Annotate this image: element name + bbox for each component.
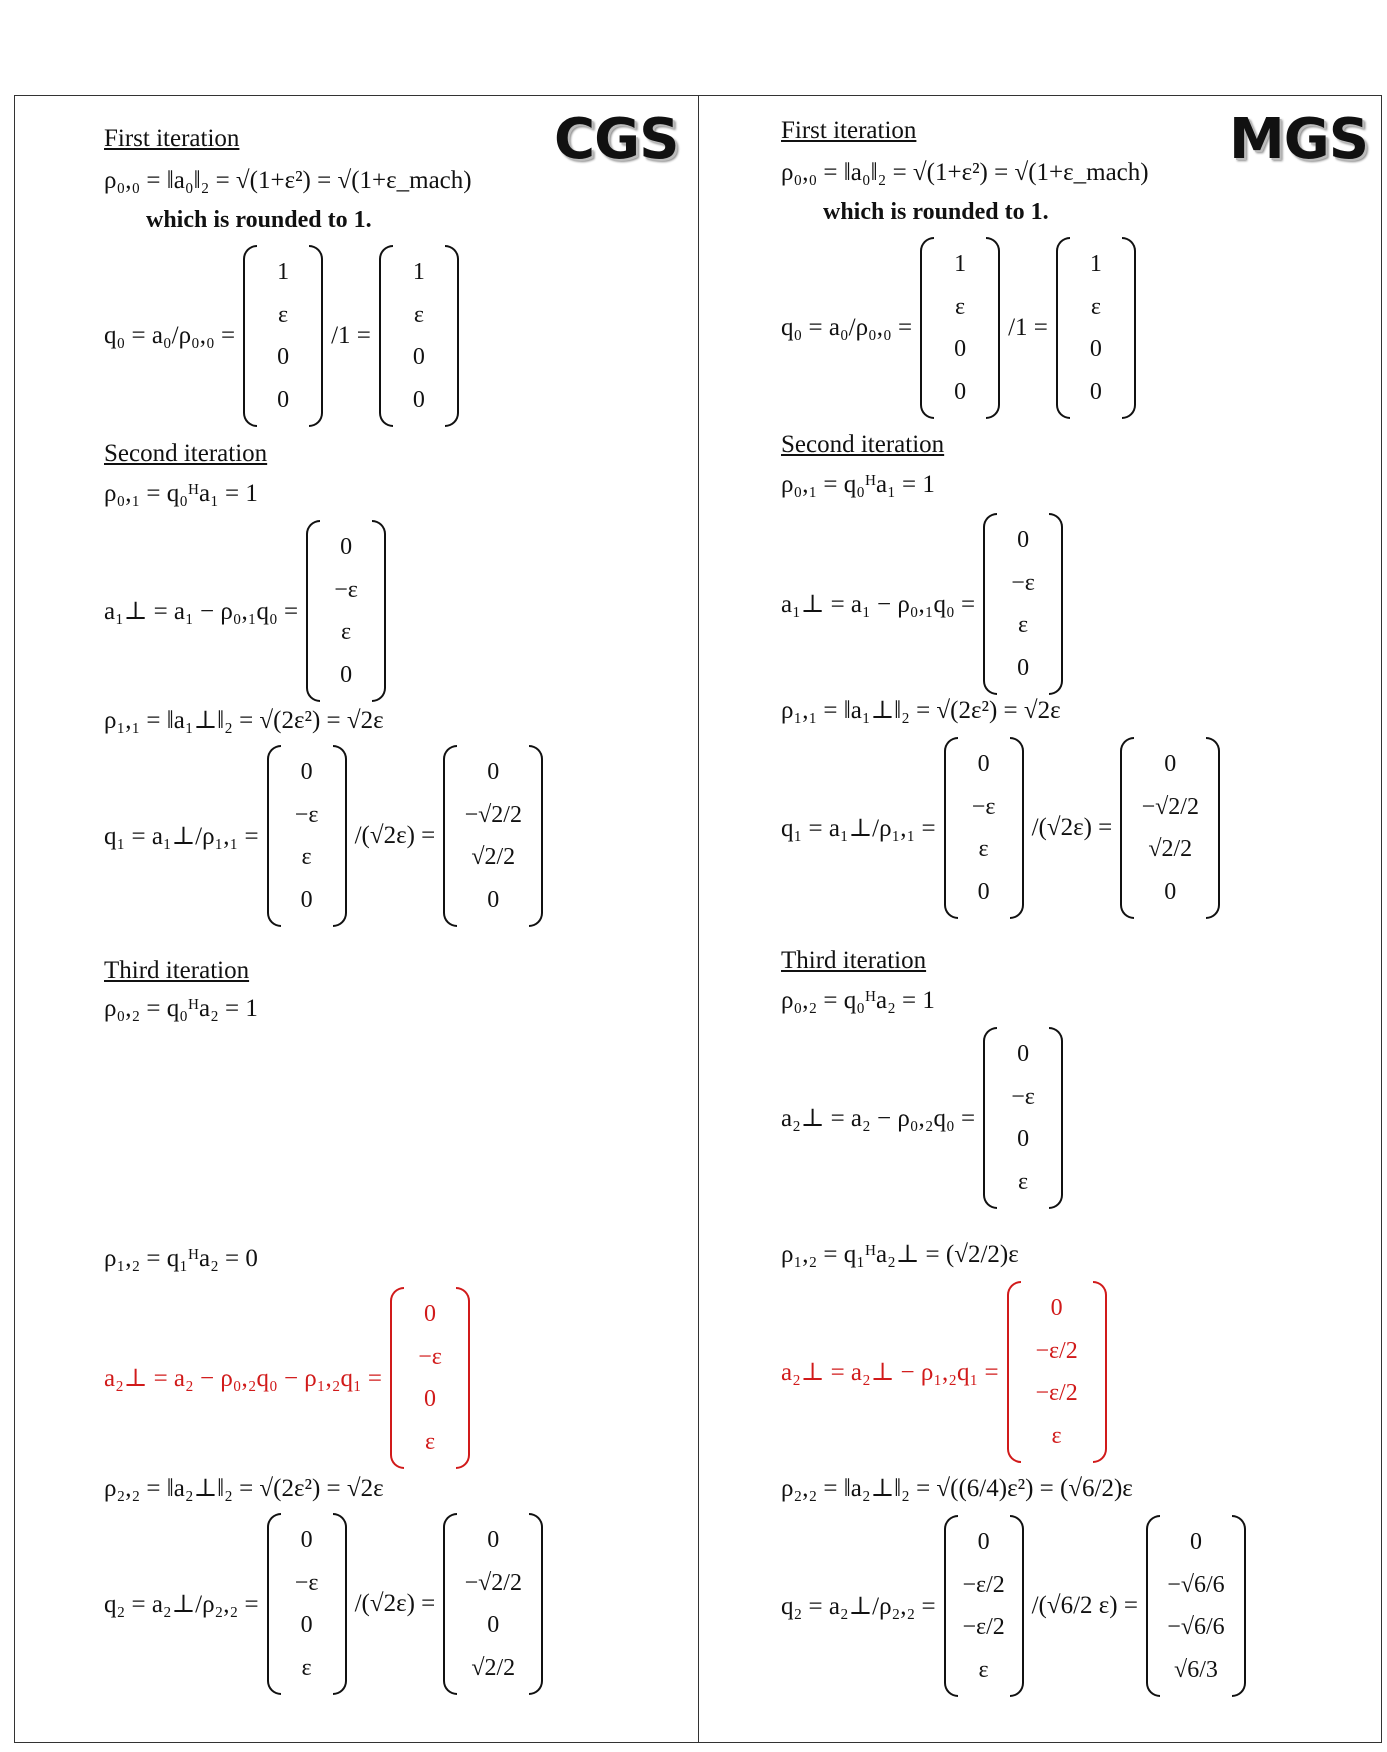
- mgs-first-heading: First iteration: [781, 117, 917, 144]
- mgs-first-q0-row: [781, 237, 1136, 419]
- vector-entry: 0: [277, 386, 290, 413]
- vector-entry: −√6/6: [1167, 1614, 1225, 1641]
- mgs-second-q1-mid: /(√2ε) =: [1031, 814, 1113, 841]
- vector-entry: −ε/2: [962, 1571, 1005, 1598]
- mgs-second-q1-vector: [944, 737, 1024, 919]
- vector-entry: ε: [1018, 612, 1029, 639]
- vector-entry: √2/2: [471, 1654, 516, 1681]
- cgs-second-eq1: ρ₀,₁ = q₀ᴴa₁ = 1: [104, 480, 258, 507]
- cgs-first-q0-row: [104, 245, 459, 427]
- cgs-second-eq2: ρ₁,₁ = ‖a₁⊥‖₂ = √(2ε²) = √2ε: [104, 707, 384, 734]
- vector-entry: 0: [954, 336, 967, 363]
- cgs-column: [14, 95, 698, 1743]
- vector-entry: 0: [1017, 527, 1030, 554]
- cgs-third-q2-result: [443, 1513, 543, 1695]
- vector-entry: √2/2: [471, 844, 516, 871]
- cgs-first-q0-mid: /1 =: [331, 322, 371, 349]
- mgs-third-q2-row: [781, 1515, 1246, 1697]
- cgs-second-q1-lhs: q₁ = a₁⊥/ρ₁,₁ =: [104, 823, 259, 850]
- vector-entry: ε: [413, 301, 424, 328]
- cgs-second-a1-lhs: a₁⊥ = a₁ − ρ₀,₁q₀ =: [104, 598, 299, 625]
- vector-entry: 0: [424, 1301, 437, 1328]
- vector-entry: ε: [424, 1428, 436, 1455]
- mgs-third-q2-lhs: q₂ = a₂⊥/ρ₂,₂ =: [781, 1593, 936, 1620]
- mgs-first-q0-lhs: q₀ = a₀/ρ₀,₀ =: [781, 314, 913, 341]
- mgs-first-q0-vector: [920, 237, 1000, 419]
- vector-entry: 0: [977, 878, 990, 905]
- vector-entry: 0: [412, 344, 425, 371]
- vector-entry: 0: [300, 1612, 313, 1639]
- cgs-first-eq1: ρ₀,₀ = ‖a₀‖₂ = √(1+ε²) = √(1+ε_mach): [104, 167, 472, 194]
- mgs-badge: MGS: [1229, 107, 1369, 172]
- vector-entry: ε: [1051, 1422, 1062, 1449]
- mgs-first-eq1: ρ₀,₀ = ‖a₀‖₂ = √(1+ε²) = √(1+ε_mach): [781, 159, 1149, 186]
- mgs-second-q1-row: [781, 737, 1220, 919]
- cgs-third-q2-lhs: q₂ = a₂⊥/ρ₂,₂ =: [104, 1591, 259, 1618]
- vector-entry: −ε/2: [962, 1614, 1005, 1641]
- vector-entry: −ε: [294, 801, 319, 828]
- cgs-first-note: which is rounded to 1.: [146, 207, 372, 233]
- vector-entry: 1: [954, 251, 967, 278]
- vector-entry: −ε: [1011, 569, 1035, 596]
- vector-entry: −√2/2: [464, 1569, 522, 1596]
- cgs-first-q0-vector: [243, 245, 323, 427]
- mgs-first-note: which is rounded to 1.: [823, 199, 1049, 225]
- vector-entry: 0: [1017, 654, 1030, 681]
- mgs-second-heading: Second iteration: [781, 431, 945, 458]
- vector-entry: ε: [978, 836, 989, 863]
- mgs-second-a1-row: [781, 513, 1063, 695]
- vector-entry: 0: [487, 886, 500, 913]
- cgs-third-a2-lhs: a₂⊥ = a₂ − ρ₀,₂q₀ − ρ₁,₂q₁ =: [104, 1365, 383, 1392]
- vector-entry: ε: [278, 301, 289, 328]
- vector-entry: ε: [301, 1654, 312, 1681]
- vector-entry: 0: [487, 1527, 500, 1554]
- mgs-third-a2a-vector: [983, 1027, 1063, 1209]
- vector-entry: 0: [1050, 1295, 1063, 1322]
- mgs-column: [699, 95, 1382, 1743]
- cgs-third-eq2: ρ₁,₂ = q₁ᴴa₂ = 0: [104, 1245, 258, 1272]
- vector-entry: √6/3: [1174, 1656, 1218, 1683]
- mgs-second-eq1: ρ₀,₁ = q₀ᴴa₁ = 1: [781, 471, 935, 498]
- cgs-third-heading: Third iteration: [104, 957, 250, 984]
- mgs-third-eq2: ρ₁,₂ = q₁ᴴa₂⊥ = (√2/2)ε: [781, 1241, 1019, 1268]
- mgs-third-heading: Third iteration: [781, 947, 927, 974]
- vector-entry: −√2/2: [464, 801, 522, 828]
- cgs-third-q2-vector: [267, 1513, 347, 1695]
- mgs-second-a1-lhs: a₁⊥ = a₁ − ρ₀,₁q₀ =: [781, 591, 976, 618]
- vector-entry: ε: [341, 619, 352, 646]
- cgs-third-a2-vector: [390, 1287, 470, 1469]
- mgs-first-q0-result: [1056, 237, 1136, 419]
- cgs-third-q2-row: [104, 1513, 543, 1695]
- cgs-second-heading: Second iteration: [104, 440, 268, 467]
- mgs-second-eq2: ρ₁,₁ = ‖a₁⊥‖₂ = √(2ε²) = √2ε: [781, 697, 1061, 724]
- vector-entry: −√6/6: [1167, 1571, 1225, 1598]
- mgs-first-q0-mid: /1 =: [1008, 314, 1048, 341]
- mgs-second-q1-result: [1120, 737, 1220, 919]
- vector-entry: 0: [277, 344, 290, 371]
- vector-entry: −ε: [418, 1343, 442, 1370]
- cgs-badge: CGS: [554, 107, 679, 172]
- mgs-third-a2b-row: [781, 1281, 1107, 1463]
- vector-entry: 0: [300, 1527, 313, 1554]
- cgs-first-heading: First iteration: [104, 125, 240, 152]
- vector-entry: 0: [954, 378, 967, 405]
- cgs-third-a2-row: [104, 1287, 470, 1469]
- vector-entry: 0: [412, 386, 425, 413]
- cgs-second-q1-row: [104, 745, 543, 927]
- mgs-third-a2b-lhs: a₂⊥ = a₂⊥ − ρ₁,₂q₁ =: [781, 1359, 999, 1386]
- cgs-first-q0-lhs: q₀ = a₀/ρ₀,₀ =: [104, 322, 236, 349]
- vector-entry: 1: [277, 259, 290, 286]
- mgs-third-a2a-row: [781, 1027, 1063, 1209]
- vector-entry: 0: [1089, 378, 1102, 405]
- mgs-third-a2b-vector: [1007, 1281, 1107, 1463]
- vector-entry: ε: [955, 293, 966, 320]
- vector-entry: −ε: [294, 1569, 319, 1596]
- vector-entry: −ε: [1011, 1083, 1035, 1110]
- cgs-second-a1-vector: [306, 520, 386, 702]
- vector-entry: 0: [487, 1612, 500, 1639]
- cgs-second-q1-result: [443, 745, 543, 927]
- mgs-third-q2-mid: /(√6/2 ε) =: [1031, 1592, 1138, 1619]
- mgs-third-eq1: ρ₀,₂ = q₀ᴴa₂ = 1: [781, 987, 935, 1014]
- vector-entry: 1: [412, 259, 425, 286]
- cgs-second-a1-row: [104, 520, 386, 702]
- vector-entry: 0: [977, 751, 990, 778]
- mgs-third-a2a-lhs: a₂⊥ = a₂ − ρ₀,₂q₀ =: [781, 1105, 976, 1132]
- vector-entry: −ε/2: [1035, 1380, 1078, 1407]
- vector-entry: 0: [340, 534, 353, 561]
- mgs-third-q2-vector: [944, 1515, 1024, 1697]
- vector-entry: 0: [1089, 336, 1102, 363]
- vector-entry: 0: [300, 886, 313, 913]
- mgs-second-q1-lhs: q₁ = a₁⊥/ρ₁,₁ =: [781, 815, 936, 842]
- mgs-third-q2-result: [1146, 1515, 1246, 1697]
- vector-entry: 0: [424, 1386, 437, 1413]
- vector-entry: 0: [340, 661, 353, 688]
- vector-entry: 0: [1017, 1126, 1030, 1153]
- vector-entry: 1: [1089, 251, 1102, 278]
- vector-entry: 0: [1164, 751, 1177, 778]
- mgs-second-a1-vector: [983, 513, 1063, 695]
- vector-entry: 0: [487, 759, 500, 786]
- vector-entry: √2/2: [1148, 836, 1193, 863]
- vector-entry: 0: [1017, 1041, 1030, 1068]
- cgs-second-q1-mid: /(√2ε) =: [354, 822, 436, 849]
- cgs-third-eq1: ρ₀,₂ = q₀ᴴa₂ = 1: [104, 995, 258, 1022]
- vector-entry: −ε: [334, 576, 358, 603]
- vector-entry: −√2/2: [1141, 793, 1199, 820]
- cgs-second-q1-vector: [267, 745, 347, 927]
- vector-entry: 0: [977, 1529, 990, 1556]
- vector-entry: 0: [300, 759, 313, 786]
- cgs-first-q0-result: [379, 245, 459, 427]
- vector-entry: ε: [1018, 1168, 1029, 1195]
- vector-entry: 0: [1189, 1529, 1202, 1556]
- cgs-third-q2-mid: /(√2ε) =: [354, 1590, 436, 1617]
- vector-entry: 0: [1164, 878, 1177, 905]
- vector-entry: −ε/2: [1035, 1337, 1078, 1364]
- vector-entry: ε: [301, 844, 312, 871]
- vector-entry: ε: [978, 1656, 989, 1683]
- mgs-third-eq3: ρ₂,₂ = ‖a₂⊥‖₂ = √((6/4)ε²) = (√6/2)ε: [781, 1475, 1133, 1502]
- vector-entry: −ε: [971, 793, 996, 820]
- vector-entry: ε: [1090, 293, 1101, 320]
- cgs-third-eq3: ρ₂,₂ = ‖a₂⊥‖₂ = √(2ε²) = √2ε: [104, 1475, 384, 1502]
